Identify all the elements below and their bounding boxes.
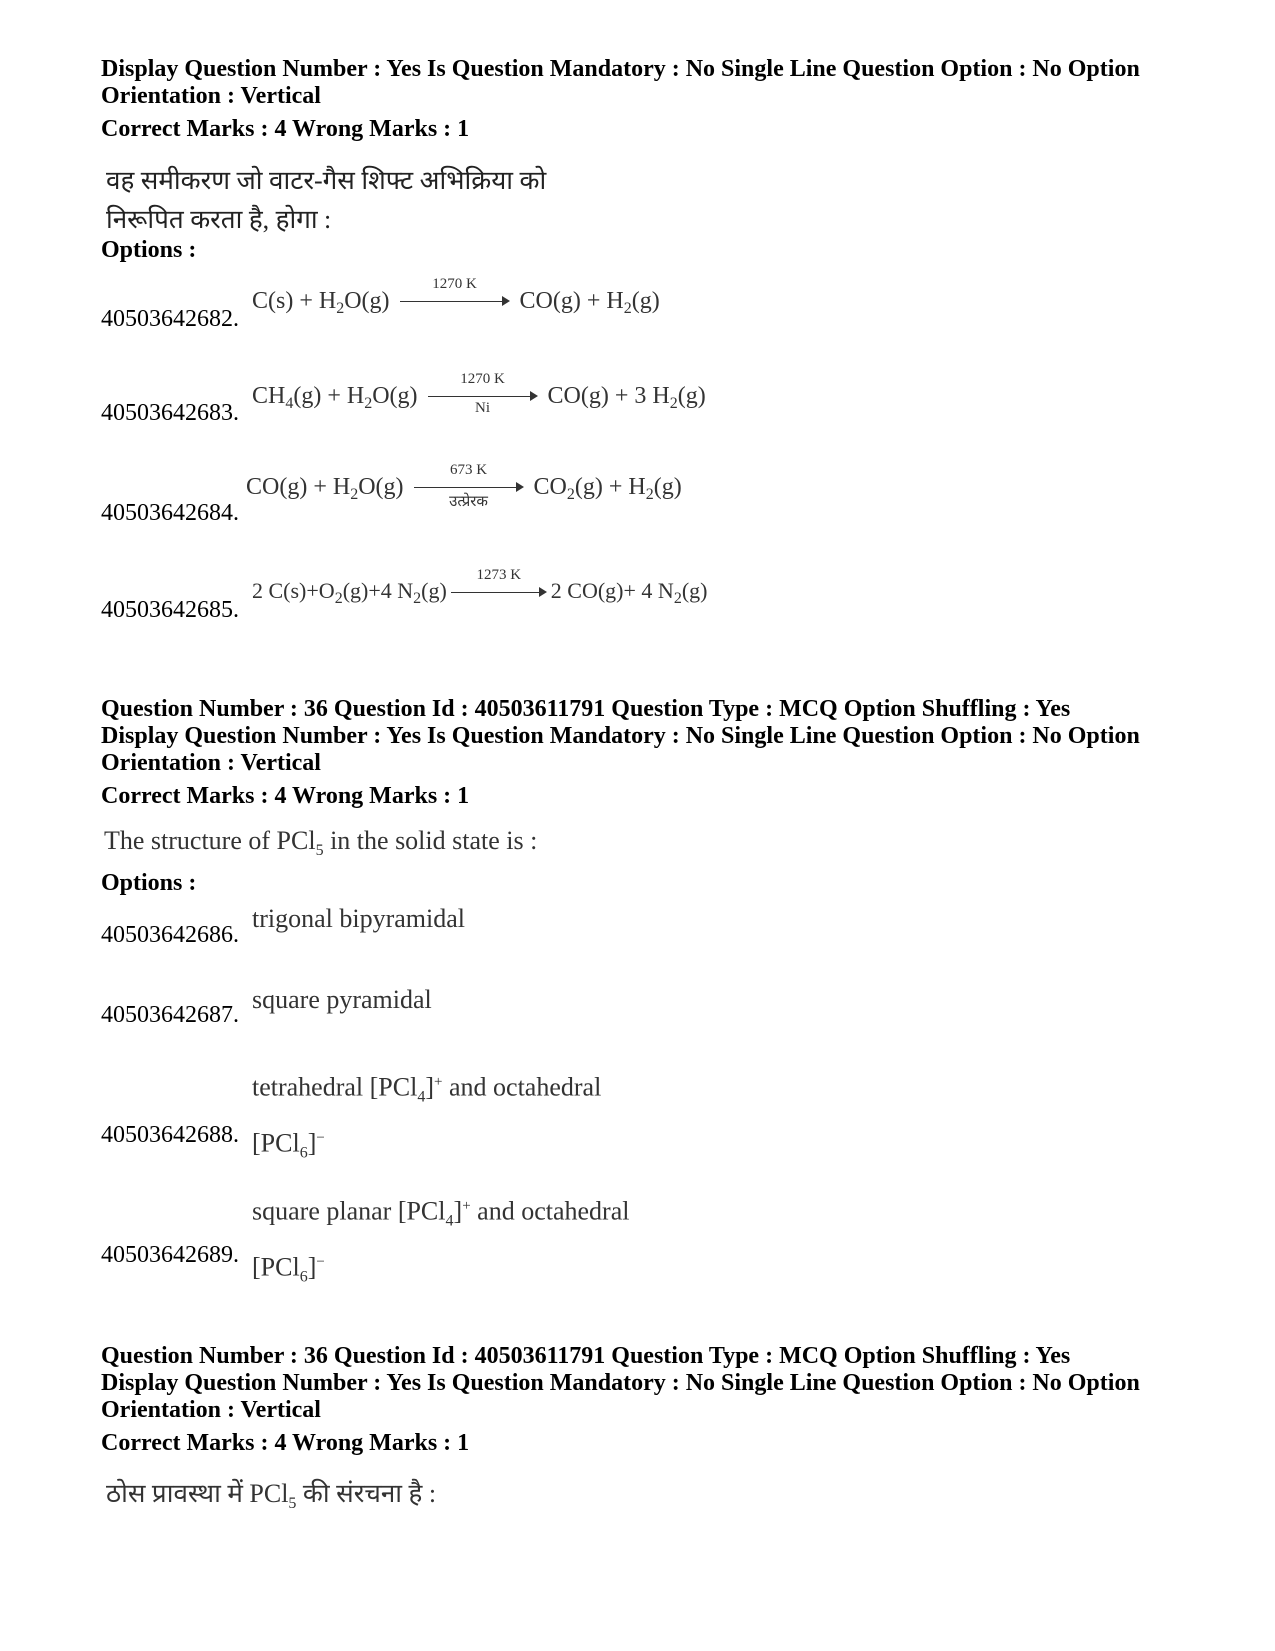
option-text: trigonal bipyramidal xyxy=(252,904,466,933)
option-text: square pyramidal xyxy=(252,985,432,1014)
question-meta-line: Question Number : 36 Question Id : 40503611791 Question Type : MCQ Option Shuffling : Yes xyxy=(101,1343,1071,1369)
option-id: 40503642688. xyxy=(101,1122,239,1148)
option-id: 40503642684. xyxy=(101,500,239,526)
question-text: निरूपित करता है, होगा : xyxy=(106,205,332,234)
reaction-arrow xyxy=(400,276,510,312)
question-meta-line: Question Number : 36 Question Id : 40503611791 Question Type : MCQ Option Shuffling : Yes xyxy=(101,696,1071,722)
question-meta-line: Display Question Number : Yes Is Question Mandatory : No Single Line Question Option : No Option xyxy=(101,1370,1140,1396)
options-label: Options : xyxy=(101,870,197,896)
option-id: 40503642683. xyxy=(101,400,239,426)
arrow-catalyst: उत्प्रेरक xyxy=(449,494,488,511)
question-text: वह समीकरण जो वाटर-गैस शिफ्ट अभिक्रिया को xyxy=(106,166,547,195)
option-id: 40503642685. xyxy=(101,597,239,623)
arrow-condition: 1270 K xyxy=(432,276,477,293)
option-equation: $C(s) + H_2O(g)$ 1270 K $CO(g) + H_2(g)$ xyxy=(252,276,660,317)
reaction-arrow xyxy=(428,371,538,417)
option-equation: $CO(g) + H_2O(g)$ 673 K उत्प्रेरक $CO_2(g) + H_2(g)$ xyxy=(246,462,682,511)
question-text: The structure of PCl$_5$ in the solid state is : xyxy=(104,826,538,859)
question-meta-line: Display Question Number : Yes Is Question Mandatory : No Single Line Question Option : No Option xyxy=(101,56,1140,82)
question-marks: Correct Marks : 4 Wrong Marks : 1 xyxy=(101,116,470,142)
option-equation: 2 $C(s)+O_2(g)+4$ $N_2(g)$ 1273 K 2 CO(g)+ 4 $N_2(g)$ xyxy=(252,566,708,607)
reaction-arrow xyxy=(451,566,547,603)
option-equation: $CH_4(g) + H_2O(g)$ $\frac{1270 K}{Ni}$ CO(g) + 3 $H_2(g)$ xyxy=(252,371,706,417)
option-id: 40503642689. xyxy=(101,1242,239,1268)
question-meta-line: Display Question Number : Yes Is Question Mandatory : No Single Line Question Option : No Option xyxy=(101,723,1140,749)
question-meta-line: Orientation : Vertical xyxy=(101,1397,321,1423)
question-meta-line: Orientation : Vertical xyxy=(101,750,321,776)
reaction-arrow xyxy=(414,462,524,511)
question-marks: Correct Marks : 4 Wrong Marks : 1 xyxy=(101,1430,470,1456)
arrow-condition: 1273 K xyxy=(476,566,522,583)
option-id: 40503642686. xyxy=(101,922,239,948)
question-marks: Correct Marks : 4 Wrong Marks : 1 xyxy=(101,783,470,809)
arrow-catalyst: Ni xyxy=(475,400,491,417)
question-text: ठोस प्रावस्था में PCl$_5$ की संरचना है : xyxy=(106,1479,437,1512)
option-text: square planar [PCl$_4$]+ and octahedral [PCl$_6$]− xyxy=(252,1196,630,1286)
options-label: Options : xyxy=(101,237,197,263)
option-id: 40503642687. xyxy=(101,1002,239,1028)
question-meta-line: Orientation : Vertical xyxy=(101,83,321,109)
option-id: 40503642682. xyxy=(101,306,239,332)
option-text: tetrahedral [PCl$_4$]+ and octahedral [PCl$_6$]− xyxy=(252,1072,602,1162)
arrow-condition: 673 K xyxy=(449,462,488,479)
arrow-condition: 1270 K xyxy=(460,371,505,388)
